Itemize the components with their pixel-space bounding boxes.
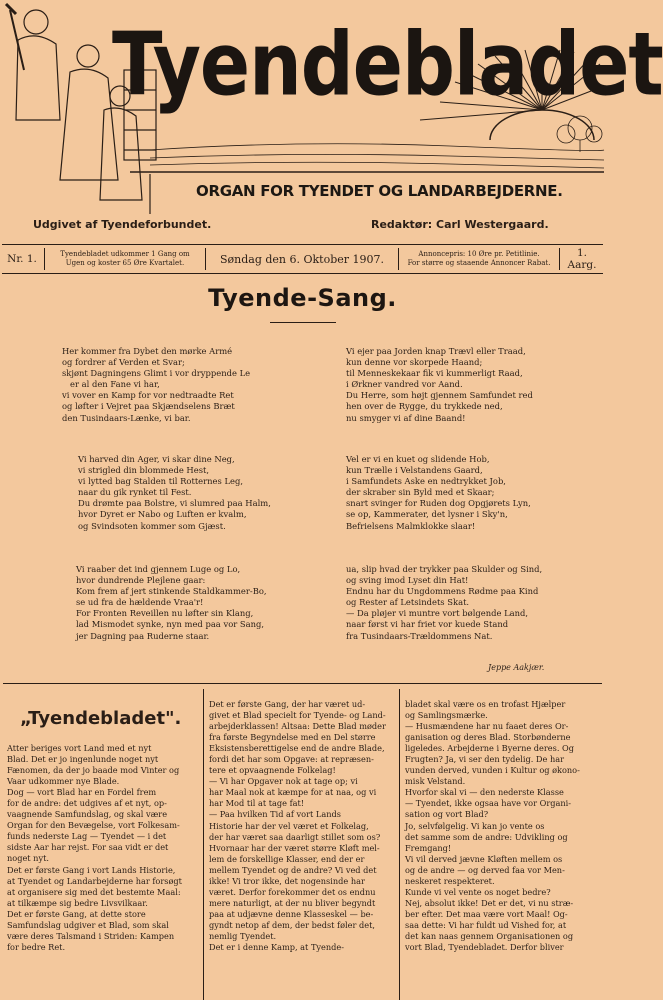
issue-frequency: Tyendebladet udkommer 1 Gang om Ugen og koster 65 Øre Kvartalet. — [60, 250, 190, 267]
article-line: sation og vort Blad? — [405, 809, 489, 820]
publisher-line: Udgivet af Tyendeforbundet. — [33, 218, 212, 231]
article-line: ikke! Vi tror ikke, det nogensinde har — [209, 875, 365, 886]
song-stanza: Vel er vi en kuet og slidende Hob, kun Trælle i Velstandens Gaard, i Samfundets Aske en nedtrykket Job, der skraber sin Byld med et Skaar; snart svinger for Ruden dog Opgjørets Lyn, se op, Kammerater, det lysner i Sky'n, Befrielsens Malmklokke slaar! — [346, 454, 531, 531]
article-line: Jo, selvfølgelig. Vi kan jo vente os — [405, 820, 545, 831]
masthead-subtitle: ORGAN FOR TYENDET OG LANDARBEJDERNE. — [196, 182, 563, 200]
issue-info-bar — [2, 244, 603, 274]
article-column-2 — [209, 699, 386, 953]
article-line: og Samlingsmærke. — [405, 710, 488, 721]
article-line: være deres Talsmand i Striden: Kampen — [7, 930, 175, 941]
info-divider — [398, 248, 399, 270]
song-stanza: Her kommer fra Dybet den mørke Armé og fordrer af Verden et Svar; skjønt Dagningens Glimt i vor dryppende Le er al den Fane vi har, vi vover en Kamp for vor nedtraadte Ret og løfter i Vejret paa Skjændselens Bræt den Tusindaars-Lænke, vi bar. — [62, 346, 251, 423]
section-divider — [3, 683, 602, 684]
article-line: at tilkæmpe sig bedre Livsvilkaar. — [7, 897, 148, 908]
article-line: Dog — vort Blad har en Fordel frem — [7, 787, 157, 798]
issue-date: Søndag den 6. Oktober 1907. — [219, 252, 385, 266]
song-stanza: Vi raaber det ind gjennem Luge og Lo, hvor dundrende Plejlene gaar: Kom frem af jert stinkende Staldkammer-Bo, se ud fra de hældende Vraa'r! For Fronten Reveillen nu løfter sin Klang, lad Mismodet synke, nyn med paa vor Sang, jer Dagning paa Ruderne staar. — [76, 564, 267, 641]
article-line: misk Velstand. — [405, 776, 466, 787]
article-line: Kunde vi vel vente os noget bedre? — [405, 886, 551, 897]
article-column-1 — [7, 743, 182, 953]
article-line: Atter beriges vort Land med et nyt — [7, 743, 152, 753]
song-title-rule — [270, 322, 336, 323]
song-title: Tyende-Sang. — [208, 284, 397, 312]
article-line: Det er første Gang i vort Lands Historie, — [7, 864, 176, 875]
article-line: Det er i denne Kamp, at Tyende- — [209, 942, 345, 953]
article-line: har Maal nok at kæmpe for at naa, og vi — [209, 787, 377, 798]
article-line: Nej, absolut ikke! Det er det, vi nu stræ- — [405, 897, 574, 908]
article-line: noget nyt. — [7, 853, 49, 864]
info-divider — [559, 248, 560, 270]
editor-line: Redaktør: Carl Westergaard. — [371, 218, 549, 231]
article-title: „Tyendebladet". — [20, 708, 182, 729]
article-line: ber efter. Det maa være vort Maal! Og- — [405, 908, 568, 919]
article-line: for de andre: det udgives af et nyt, op- — [7, 798, 167, 809]
article-line: og de andre — og derved faa vor Men- — [405, 864, 565, 875]
article-line: neskeret respekteret. — [405, 875, 495, 886]
article-line: Vi vil derved jævne Kløften mellem os — [405, 853, 563, 864]
article-line: der har været saa daarligt stillet som os? — [209, 831, 381, 842]
article-line: vaagnende Samfundslag, og skal være — [7, 809, 168, 820]
article-line: Fænomen, da der jo baade mod Vinter og — [7, 765, 180, 776]
volume-year: 1. Aarg. — [567, 247, 597, 271]
article-line: vort Blad, Tyendebladet. Derfor bliver — [405, 942, 564, 953]
article-line: — Husmændene har nu faaet deres Or- — [405, 721, 569, 732]
article-line: fordi det har som Opgave: at repræsen- — [209, 754, 374, 765]
article-line: været. Derfor forekommer det os endnu — [209, 886, 376, 897]
article-line: nemlig Tyendet. — [209, 930, 277, 941]
article-line: Frugten? Ja, vi ser den tydelig. De har — [405, 754, 565, 765]
song-stanza: Vi harved din Ager, vi skar dine Neg, vi strigled din blommede Hest, vi lytted bag Stalden til Rotternes Leg, naar du gik rynket til Fest. Du drømte paa Bolstre, vi slumred paa Halm, hvor Dyret er Nabo og Luften er kvalm, og Svindsoten kommer som Gjæst. — [78, 454, 271, 531]
ad-pricing: Annoncepris: 10 Øre pr. Petitlinie. For større og staaende Annoncer Rabat. — [407, 250, 551, 267]
article-line: ligeledes. Arbejderne i Byerne deres. Og — [405, 743, 575, 754]
song-stanza: Vi ejer paa Jorden knap Trævl eller Traad, kun denne vor skorpede Haand; til Menneskekaar fik vi kummerligt Raad, i Ørkner vandred vor Aand. Du Herre, som højt gjennem Samfundet red hen over de Rygge, du trykkede ned, nu smyger vi af dine Baand! — [346, 346, 533, 423]
info-divider — [205, 248, 206, 270]
article-column-3 — [405, 699, 580, 953]
article-line: paa at udjævne denne Klasseskel — be- — [209, 908, 374, 919]
article-line: Historie har der vel været et Folkelag, — [209, 820, 369, 831]
masthead — [0, 0, 663, 250]
article-line: sidste Aar har rejst. For saa vidt er det — [7, 842, 169, 853]
article-line: Vaar udkommer nye Blade. — [7, 776, 120, 787]
article-line: — Vi har Opgaver nok at tage op; vi — [209, 776, 358, 787]
column-divider — [203, 689, 204, 1000]
article-line: det samme som de andre: Udvikling og — [405, 831, 568, 842]
article-line: mellem Tyendet og de andre? Vi ved det — [209, 864, 377, 875]
article-line: mere naturligt, at der nu bliver begyndt — [209, 897, 376, 908]
article-line: Det er første Gang, at dette store — [7, 908, 146, 919]
info-divider — [44, 248, 45, 270]
article-line: bladet skal være os en trofast Hjælper — [405, 699, 566, 709]
article-line: fra første Begyndelse med en Del større — [209, 732, 376, 743]
article-line: at organisere sig med det bestemte Maal: — [7, 886, 181, 897]
article-line: Hvornaar har der været større Kløft mel- — [209, 842, 380, 853]
song-stanza: ua, slip hvad der trykker paa Skulder og Sind, og sving imod Lyset din Hat! Endnu har du Ungdommens Rødme paa Kind og Rester af Letsindets Skat. — Da pløjer vi muntre vort bølgende Land, naar først vi har friet vor kuede Stand fra Tusindaars-Trældommens Nat. — [346, 564, 543, 641]
landscape-lines — [130, 144, 604, 172]
column-divider — [399, 689, 400, 1000]
article-line: Blad. Det er jo ingenlunde noget nyt — [7, 754, 159, 765]
article-line: gyndt netop af dem, der bedst føler det, — [209, 919, 375, 930]
article-line: vunden derved, vunden i Kultur og økono- — [405, 765, 580, 776]
article-line: arbejderklassen! Altsaa: Dette Blad møder — [209, 721, 386, 732]
song-author: Jeppe Aakjær. — [488, 663, 545, 672]
article-line: ganisation og deres Blad. Storbønderne — [405, 732, 571, 743]
article-line: — Tyendet, ikke ogsaa have vor Organi- — [405, 798, 572, 809]
article-line: givet et Blad specielt for Tyende- og Land- — [209, 710, 386, 721]
article-line: har Mod til at tage fat! — [209, 798, 305, 809]
article-line: Organ for den Bevægelse, vort Folkesam- — [7, 820, 180, 831]
article-line: det kan naas gennem Organisationen og — [405, 930, 574, 941]
masthead-title: Tyendebladet — [112, 14, 663, 116]
issue-number: Nr. 1. — [7, 253, 37, 265]
article-line: Samfundslag udgiver et Blad, som skal — [7, 919, 169, 930]
article-line: lem de forskellige Klasser, end der er — [209, 853, 365, 864]
article-line: saa dette: Vi har fuldt ud Vished for, at — [405, 919, 567, 930]
article-line: Eksistensberettigelse end de andre Blade, — [209, 743, 385, 754]
article-line: Fremgang! — [405, 842, 452, 853]
article-line: tere et opvaagnende Folkelag! — [209, 765, 336, 776]
article-line: Hvorfor skal vi — den nederste Klasse — [405, 787, 564, 798]
article-line: — Paa hvilken Tid af vort Lands — [209, 809, 341, 820]
article-line: for bedre Ret. — [7, 941, 66, 952]
article-line: at Tyendet og Landarbejderne har forsøgt — [7, 875, 182, 886]
article-line: funds nederste Lag — Tyendet — i det — [7, 831, 167, 842]
article-line: Det er første Gang, der har været ud- — [209, 699, 366, 709]
